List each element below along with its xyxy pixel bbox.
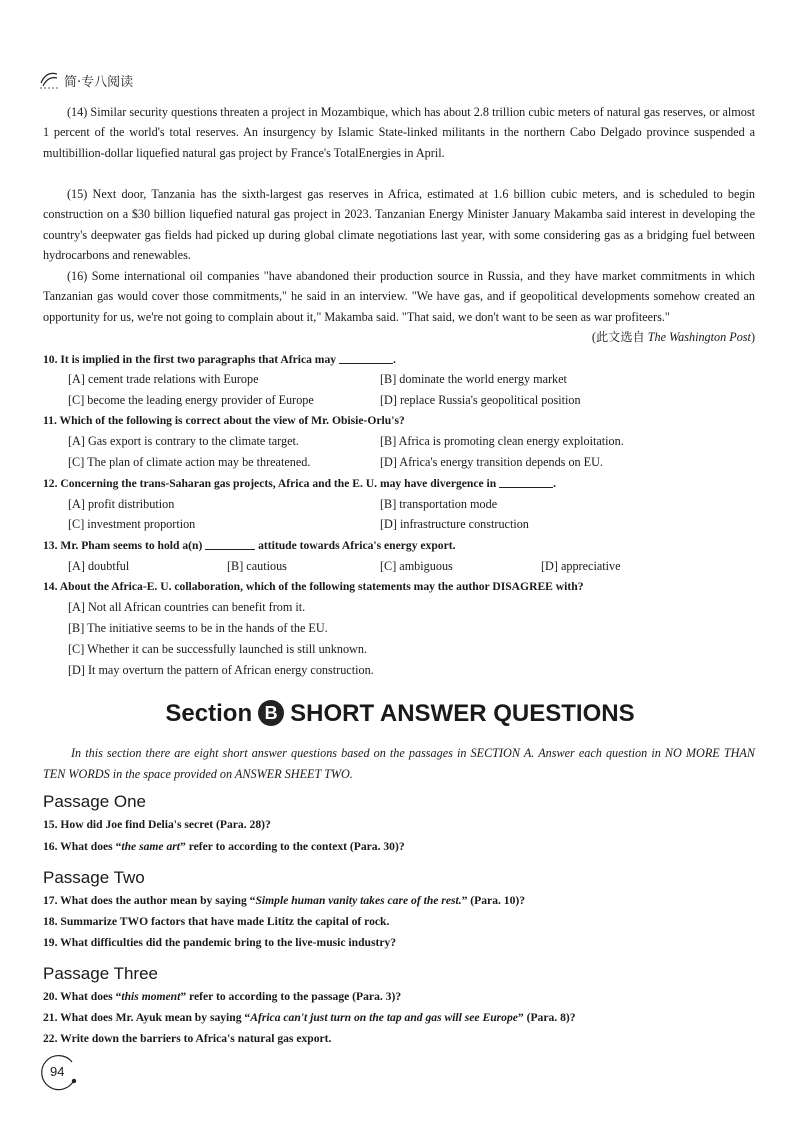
q14-option-d: [D] It may overturn the pattern of African energy construction. — [68, 663, 374, 677]
question-13: 13. Mr. Pham seems to hold a(n) attitude towards Africa's energy export. — [43, 539, 456, 552]
q13-option-c: [C] ambiguous — [380, 559, 453, 573]
page-number: 94 — [50, 1064, 65, 1079]
question-10: 10. It is implied in the first two paragraphs that Africa may . — [43, 353, 396, 366]
header-title: 简·专八阅读 — [64, 74, 134, 90]
q10-option-b: [B] dominate the world energy market — [380, 372, 567, 386]
section-letter-badge: B — [258, 700, 284, 726]
q14-option-c: [C] Whether it can be successfully launched is still unknown. — [68, 642, 367, 656]
question-16: 16. What does “the same art” refer to according to the context (Para. 30)? — [43, 840, 405, 853]
q14-option-a: [A] Not all African countries can benefit from it. — [68, 600, 306, 614]
question-11: 11. Which of the following is correct about the view of Mr. Obisie-Orlu's? — [43, 414, 405, 427]
q12-option-a: [A] profit distribution — [68, 497, 175, 511]
q11-option-b: [B] Africa is promoting clean energy exploitation. — [380, 434, 624, 448]
passage-one-title: Passage One — [43, 792, 147, 811]
q10-option-d: [D] replace Russia's geopolitical position — [380, 393, 581, 407]
question-15: 15. How did Joe find Delia's secret (Para. 28)? — [43, 818, 271, 831]
q10-option-c: [C] become the leading energy provider of Europe — [68, 393, 314, 407]
question-17: 17. What does the author mean by saying “Simple human vanity takes care of the rest.” (Para. 10)? — [43, 894, 526, 907]
q13-option-d: [D] appreciative — [541, 559, 621, 573]
question-20: 20. What does “this moment” refer to according to the passage (Para. 3)? — [43, 990, 402, 1003]
paragraph-15: (15) Next door, Tanzania has the sixth-largest gas reserves in Africa, estimated at 1.6 billion cubic meters, and is scheduled to begin construction on a $30 billion liquefied natural gas project in 2023. Tanzanian Energy Minister January Makamba said interest in developing the country's deepwater gas fields had picked up during global climate negotiations last year, with some considering gas as a bridging fuel between hydrocarbons and renewables. — [43, 187, 755, 263]
question-12: 12. Concerning the trans-Saharan gas projects, Africa and the E. U. may have divergence in . — [43, 477, 557, 490]
paragraph-14: (14) Similar security questions threaten a project in Mozambique, which has about 2.8 trillion cubic meters of natural gas reserves, or almost 1 percent of the world's total reserves. An insurgency by Islamic State-linked militants in the northern Cabo Delgado province suspended a multibillion-dollar liquefied natural gas project by France's TotalEnergies in April. — [43, 105, 755, 160]
q11-option-c: [C] The plan of climate action may be threatened. — [68, 455, 311, 469]
page-number-badge — [36, 1050, 82, 1096]
section-instructions: In this section there are eight short answer questions based on the passages in SECTION A. Answer each question in NO MORE THAN TEN WORDS in the space provided on ANSWER SHEET TWO. — [43, 746, 755, 781]
page-header — [38, 68, 133, 92]
passage-three-title: Passage Three — [43, 964, 158, 983]
answer-blank — [339, 352, 393, 364]
answer-blank — [499, 476, 553, 488]
q11-option-a: [A] Gas export is contrary to the climate target. — [68, 434, 299, 448]
q13-option-a: [A] doubtful — [68, 559, 130, 573]
q13-option-b: [B] cautious — [227, 559, 287, 573]
q12-option-c: [C] investment proportion — [68, 517, 196, 531]
question-22: 22. Write down the barriers to Africa's natural gas export. — [43, 1032, 332, 1045]
passage-two-title: Passage Two — [43, 868, 145, 887]
book-logo-icon — [38, 69, 60, 91]
q12-option-b: [B] transportation mode — [380, 497, 498, 511]
q10-option-a: [A] cement trade relations with Europe — [68, 372, 259, 386]
source-citation: (此文选自 The Washington Post) — [591, 330, 755, 345]
q11-option-d: [D] Africa's energy transition depends on EU. — [380, 455, 603, 469]
q14-option-b: [B] The initiative seems to be in the hands of the EU. — [68, 621, 328, 635]
question-21: 21. What does Mr. Ayuk mean by saying “Africa can't just turn on the tap and gas will see Europe” (Para. 8)? — [43, 1011, 576, 1024]
q12-option-d: [D] infrastructure construction — [380, 517, 529, 531]
answer-blank — [205, 538, 255, 550]
section-heading: Section B SHORT ANSWER QUESTIONS — [165, 700, 635, 727]
question-18: 18. Summarize TWO factors that have made Lititz the capital of rock. — [43, 915, 390, 928]
question-14: 14. About the Africa-E. U. collaboration, which of the following statements may the author DISAGREE with? — [43, 580, 584, 593]
question-19: 19. What difficulties did the pandemic bring to the live-music industry? — [43, 936, 397, 949]
paragraph-16: (16) Some international oil companies "have abandoned their production source in Russia, and they have market commitments in which Tanzanian gas would cover those commitments," he said in an interview. "We have gas, and if geopolitical developments somehow created an opportunity for us, we're not going to complain about it," Makamba said. "That said, we don't want to be seen as war profiteers." (此文选自 The Washington Post) — [43, 266, 755, 348]
